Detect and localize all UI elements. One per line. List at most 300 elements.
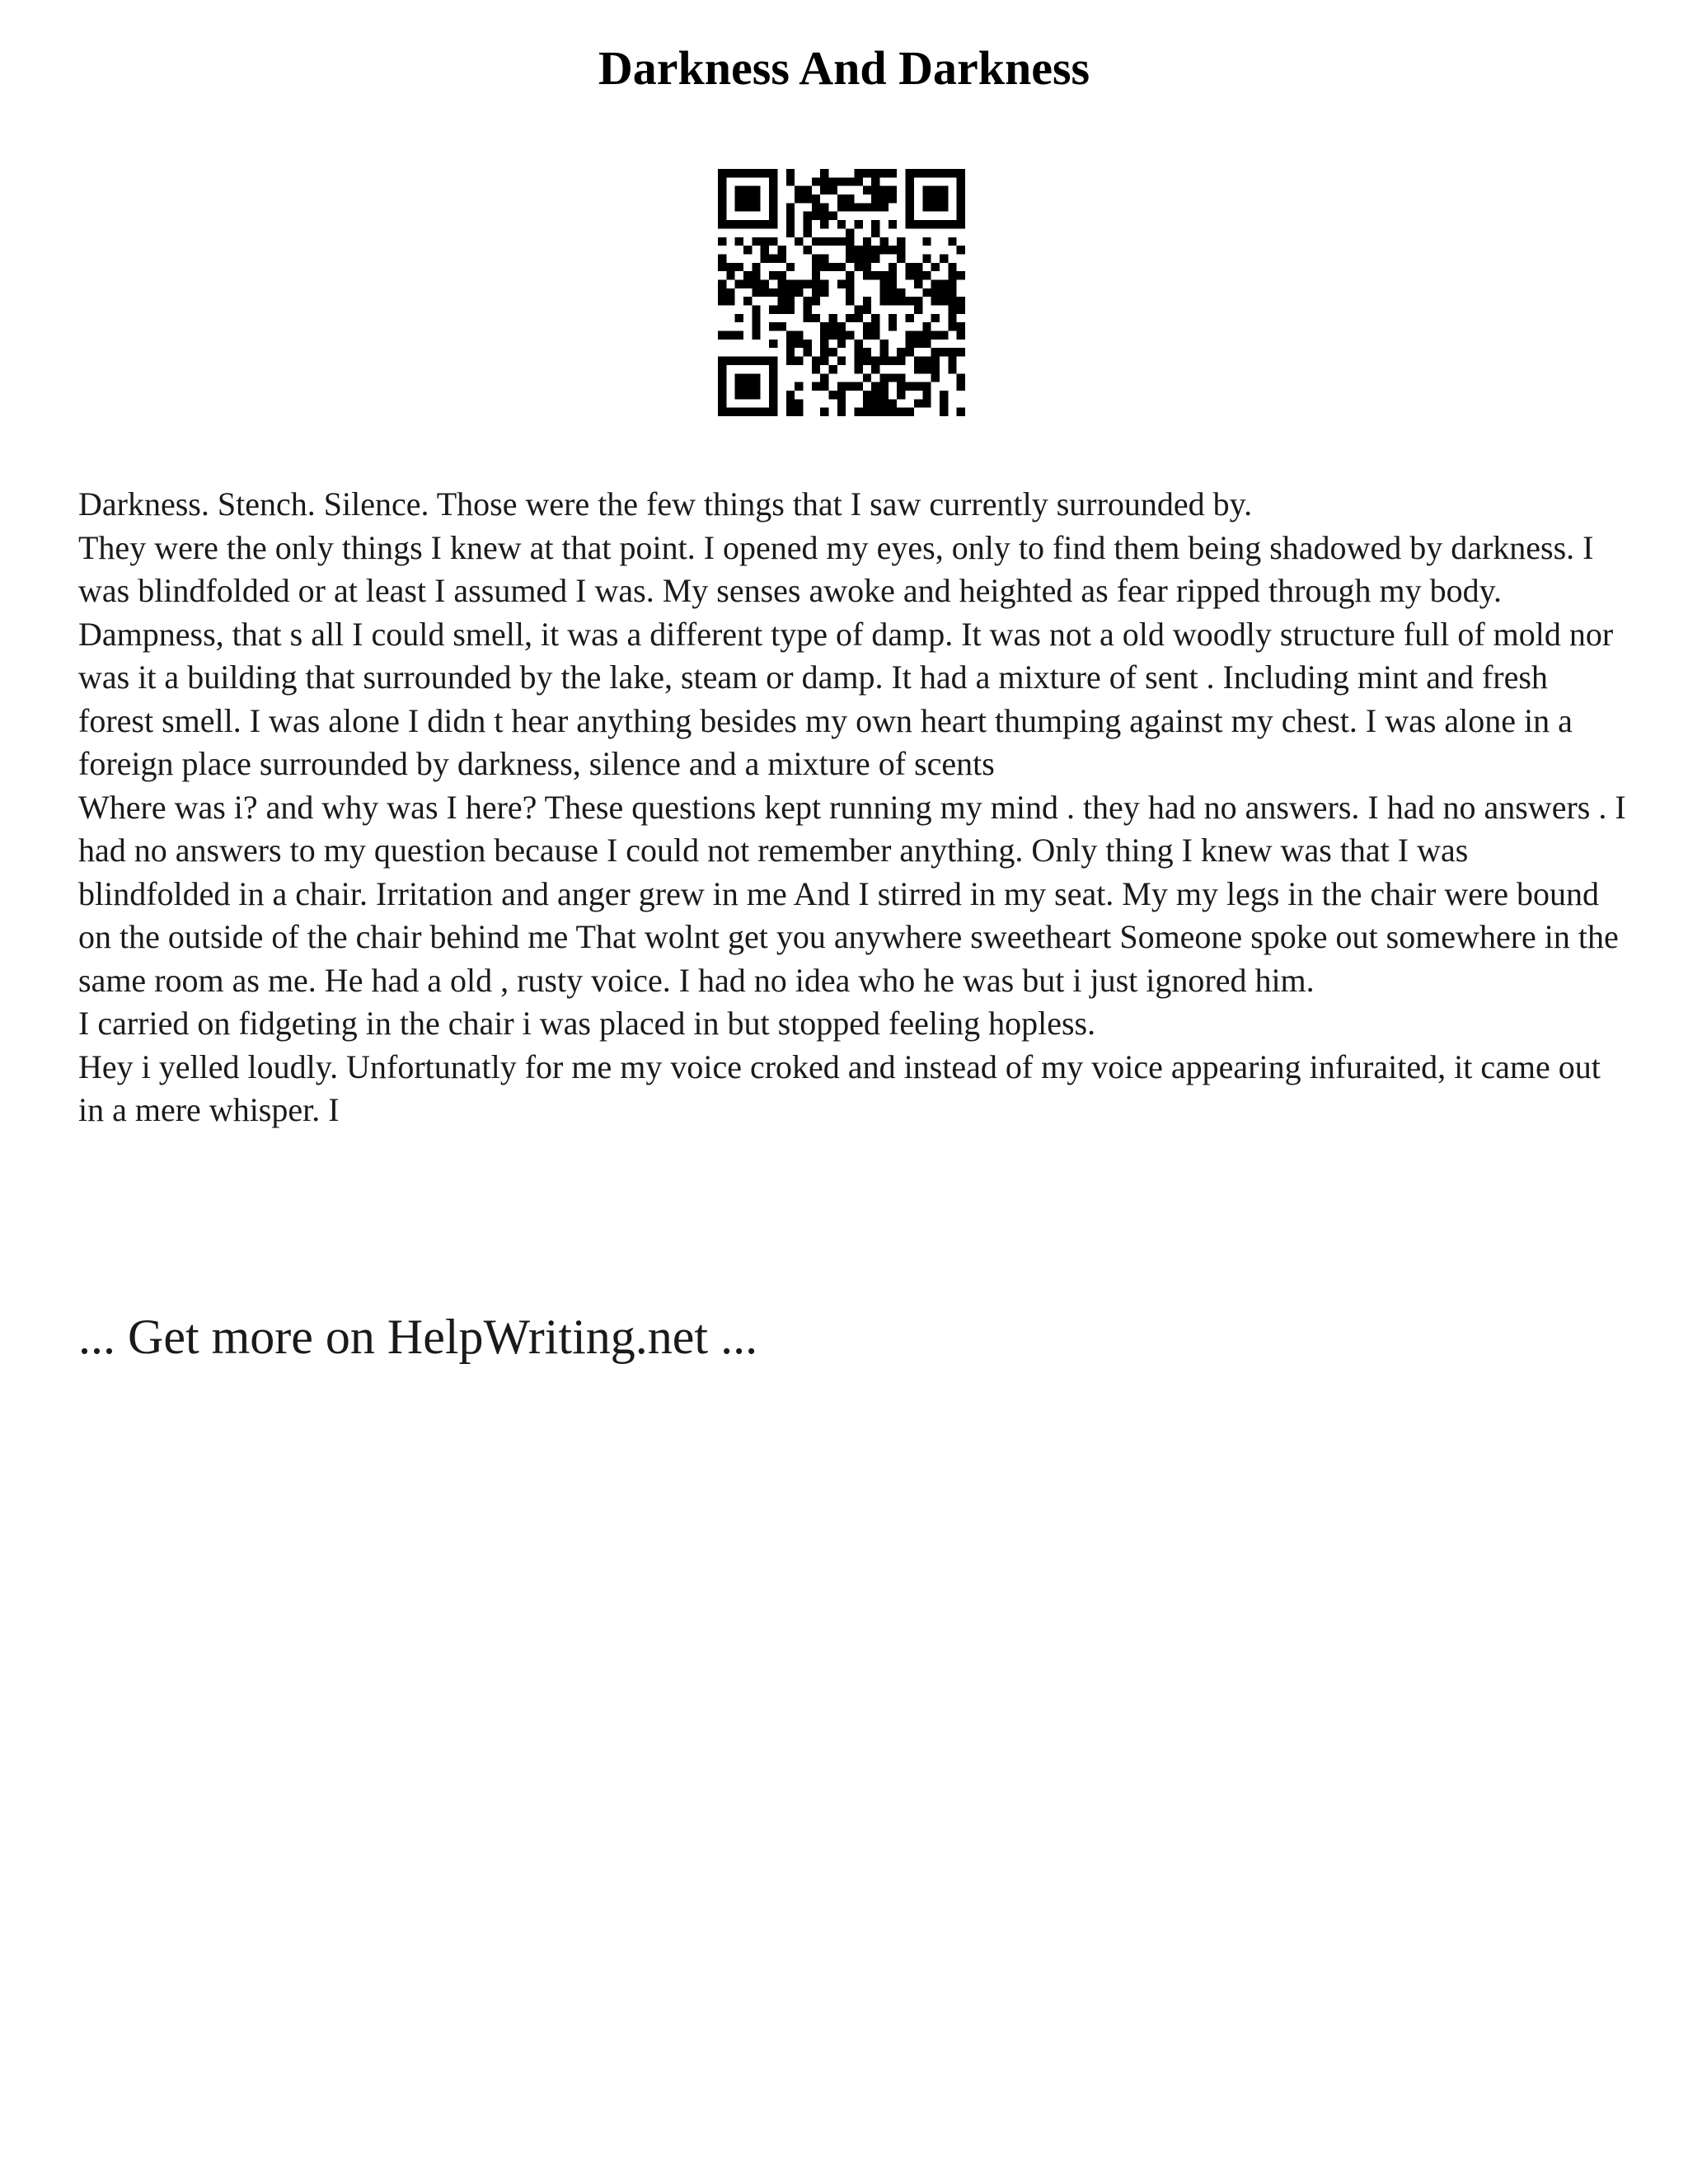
qr-module: [889, 279, 897, 288]
qr-module: [880, 169, 889, 177]
qr-module: [889, 271, 897, 279]
qr-module: [880, 382, 889, 391]
qr-module: [828, 331, 837, 340]
qr-module: [922, 254, 931, 262]
qr-module: [735, 220, 743, 228]
qr-module: [812, 297, 820, 305]
qr-module: [820, 203, 828, 211]
qr-module: [906, 348, 914, 356]
qr-module: [863, 254, 871, 262]
qr-module: [940, 288, 948, 297]
qr-module: [812, 357, 820, 365]
qr-module: [855, 177, 863, 185]
qr-module: [718, 169, 726, 177]
qr-module: [914, 331, 922, 340]
qr-module: [812, 203, 820, 211]
qr-module: [922, 322, 931, 330]
qr-module: [914, 365, 922, 373]
qr-module: [735, 203, 743, 211]
qr-module: [889, 297, 897, 305]
qr-module: [786, 228, 795, 237]
qr-module: [948, 279, 956, 288]
qr-module: [837, 194, 846, 203]
qr-module: [795, 340, 803, 348]
qr-module: [906, 177, 914, 185]
qr-module: [786, 348, 795, 356]
qr-module: [718, 391, 726, 399]
qr-module: [837, 279, 846, 288]
qr-module: [906, 220, 914, 228]
qr-module: [846, 331, 854, 340]
qr-module: [735, 357, 743, 365]
qr-module: [863, 408, 871, 416]
qr-module: [743, 203, 752, 211]
qr-module: [803, 348, 811, 356]
qr-module: [931, 314, 940, 322]
qr-module: [889, 246, 897, 254]
qr-module: [914, 263, 922, 271]
qr-module: [855, 254, 863, 262]
qr-module: [761, 357, 769, 365]
qr-module: [837, 391, 846, 399]
qr-module: [795, 237, 803, 246]
qr-module: [871, 365, 879, 373]
qr-module: [855, 357, 863, 365]
qr-module: [752, 279, 760, 288]
qr-module: [803, 297, 811, 305]
qr-module: [812, 314, 820, 322]
qr-module: [940, 348, 948, 356]
qr-module: [820, 186, 828, 194]
qr-module: [718, 220, 726, 228]
qr-module: [897, 348, 905, 356]
qr-module: [863, 391, 871, 399]
qr-module: [957, 194, 965, 203]
get-more-link[interactable]: ... Get more on HelpWriting.net ...: [78, 1310, 758, 1364]
qr-module: [752, 271, 760, 279]
qr-module: [940, 391, 948, 399]
qr-module: [846, 297, 854, 305]
qr-module: [803, 246, 811, 254]
qr-module: [820, 331, 828, 340]
paragraph: Darkness. Stench. Silence. Those were the few things that I saw currently surrounded by.: [78, 485, 1253, 523]
qr-module: [863, 306, 871, 314]
qr-module: [820, 169, 828, 177]
qr-module: [769, 212, 777, 220]
qr-module: [871, 357, 879, 365]
qr-module: [957, 297, 965, 305]
qr-module: [880, 194, 889, 203]
qr-module: [855, 365, 863, 373]
qr-module: [906, 186, 914, 194]
qr-module: [769, 306, 777, 314]
qr-module: [820, 212, 828, 220]
qr-module: [922, 203, 931, 211]
qr-module: [880, 246, 889, 254]
qr-module: [761, 279, 769, 288]
qr-module: [871, 382, 879, 391]
qr-module: [855, 348, 863, 356]
qr-module: [718, 373, 726, 382]
qr-module: [726, 220, 734, 228]
qr-module: [735, 373, 743, 382]
qr-module: [948, 306, 956, 314]
qr-module: [735, 314, 743, 322]
qr-module: [820, 382, 828, 391]
qr-module: [761, 254, 769, 262]
qr-module: [957, 212, 965, 220]
qr-module: [777, 279, 785, 288]
qr-module: [777, 246, 785, 254]
qr-module: [940, 169, 948, 177]
qr-module: [795, 382, 803, 391]
qr-module: [726, 408, 734, 416]
qr-module: [743, 357, 752, 365]
qr-module: [948, 322, 956, 330]
qr-module: [922, 340, 931, 348]
qr-module: [940, 399, 948, 407]
qr-module: [803, 306, 811, 314]
paragraph: Dampness, that s all I could smell, it was a different type of damp. It was not a old woodly structure full of mold nor was it a building that surrounded by the lake, steam or damp. It had a mixture of sent . Including mint and fresh forest smell. I was alone I didn t hear anything besides my own heart thumping against my chest. I was alone in a foreign place surrounded by darkness, silence and a mixture of scents: [78, 615, 1614, 782]
qr-module: [931, 357, 940, 365]
qr-module: [795, 399, 803, 407]
qr-module: [752, 391, 760, 399]
qr-module: [718, 194, 726, 203]
qr-module: [914, 399, 922, 407]
qr-module: [769, 399, 777, 407]
qr-module: [880, 297, 889, 305]
qr-module: [948, 220, 956, 228]
qr-module: [863, 271, 871, 279]
qr-module: [871, 322, 879, 330]
qr-module: [957, 306, 965, 314]
qr-module: [820, 357, 828, 365]
qr-module: [786, 391, 795, 399]
qr-module: [752, 314, 760, 322]
qr-module: [931, 373, 940, 382]
qr-module: [948, 237, 956, 246]
qr-module: [880, 399, 889, 407]
qr-module: [743, 220, 752, 228]
qr-module: [812, 263, 820, 271]
qr-module: [871, 194, 879, 203]
qr-module: [889, 288, 897, 297]
qr-module: [846, 382, 854, 391]
qr-module: [906, 263, 914, 271]
qr-module: [786, 279, 795, 288]
paragraph: They were the only things I knew at that point. I opened my eyes, only to find them being shadowed by darkness. I was blindfolded or at least I assumed I was. My senses awoke and heighted as fear ripped through my body.: [78, 528, 1594, 609]
qr-module: [906, 331, 914, 340]
qr-module: [837, 357, 846, 365]
qr-module: [940, 194, 948, 203]
qr-module: [846, 246, 854, 254]
qr-module: [871, 271, 879, 279]
qr-module: [828, 263, 837, 271]
qr-module: [803, 220, 811, 228]
qr-module: [846, 279, 854, 288]
qr-module: [786, 340, 795, 348]
qr-module: [889, 263, 897, 271]
qr-module: [769, 340, 777, 348]
qr-module: [837, 382, 846, 391]
qr-module: [880, 408, 889, 416]
qr-module: [940, 220, 948, 228]
qr-module: [880, 348, 889, 356]
qr-module: [803, 340, 811, 348]
qr-module: [828, 177, 837, 185]
qr-module: [922, 220, 931, 228]
qr-module: [837, 263, 846, 271]
qr-module: [752, 331, 760, 340]
qr-module: [922, 399, 931, 407]
qr-module: [880, 391, 889, 399]
qr-module: [948, 297, 956, 305]
qr-module: [828, 186, 837, 194]
qr-module: [828, 365, 837, 373]
qr-module: [812, 254, 820, 262]
qr-module: [855, 382, 863, 391]
qr-module: [889, 399, 897, 407]
qr-module: [863, 373, 871, 382]
qr-module: [948, 263, 956, 271]
qr-module: [769, 186, 777, 194]
qr-module: [735, 408, 743, 416]
qr-module: [948, 348, 956, 356]
qr-module: [795, 194, 803, 203]
qr-module: [846, 194, 854, 203]
qr-module: [828, 212, 837, 220]
qr-module: [786, 331, 795, 340]
qr-module: [922, 288, 931, 297]
qr-module: [735, 263, 743, 271]
qr-module: [914, 297, 922, 305]
qr-module: [906, 194, 914, 203]
qr-module: [897, 297, 905, 305]
qr-module: [820, 177, 828, 185]
qr-module: [889, 322, 897, 330]
qr-module: [931, 263, 940, 271]
qr-module: [931, 331, 940, 340]
qr-module: [752, 322, 760, 330]
qr-module: [752, 306, 760, 314]
qr-module: [828, 391, 837, 399]
qr-module: [922, 194, 931, 203]
qr-module: [837, 203, 846, 211]
qr-module: [726, 357, 734, 365]
qr-module: [863, 246, 871, 254]
qr-module: [752, 186, 760, 194]
qr-module: [726, 271, 734, 279]
qr-module: [752, 382, 760, 391]
qr-module: [871, 169, 879, 177]
qr-module: [769, 254, 777, 262]
qr-module: [795, 357, 803, 365]
qr-module: [855, 408, 863, 416]
qr-module: [889, 186, 897, 194]
qr-module: [940, 203, 948, 211]
qr-module: [786, 288, 795, 297]
qr-module: [718, 408, 726, 416]
qr-module: [786, 297, 795, 305]
qr-module: [863, 263, 871, 271]
qr-module: [914, 382, 922, 391]
qr-module: [957, 186, 965, 194]
qr-module: [871, 220, 879, 228]
qr-module: [718, 263, 726, 271]
qr-module: [828, 322, 837, 330]
qr-module: [786, 177, 795, 185]
qr-module: [855, 169, 863, 177]
qr-module: [718, 399, 726, 407]
qr-module: [803, 186, 811, 194]
qr-module: [743, 194, 752, 203]
qr-module: [846, 254, 854, 262]
qr-module: [914, 357, 922, 365]
qr-module: [820, 237, 828, 246]
qr-module: [735, 279, 743, 288]
qr-module: [761, 220, 769, 228]
qr-module: [769, 357, 777, 365]
qr-module: [940, 254, 948, 262]
qr-module: [957, 246, 965, 254]
qr-module: [863, 237, 871, 246]
qr-module: [906, 203, 914, 211]
qr-module: [743, 391, 752, 399]
qr-module: [769, 194, 777, 203]
qr-module: [803, 279, 811, 288]
qr-code-icon: [718, 169, 965, 416]
qr-module: [863, 169, 871, 177]
qr-module: [769, 288, 777, 297]
qr-module: [769, 203, 777, 211]
qr-module: [769, 169, 777, 177]
qr-module: [922, 331, 931, 340]
qr-module: [735, 391, 743, 399]
qr-module: [931, 297, 940, 305]
qr-module: [940, 279, 948, 288]
qr-module: [752, 169, 760, 177]
qr-module: [812, 288, 820, 297]
qr-module: [889, 314, 897, 322]
qr-module: [948, 357, 956, 365]
qr-module: [837, 237, 846, 246]
qr-module: [761, 288, 769, 297]
qr-module: [855, 306, 863, 314]
qr-module: [718, 297, 726, 305]
qr-module: [871, 331, 879, 340]
qr-module: [957, 408, 965, 416]
qr-module: [871, 177, 879, 185]
qr-module: [889, 194, 897, 203]
qr-module: [855, 263, 863, 271]
qr-module: [769, 408, 777, 416]
qr-module: [752, 288, 760, 297]
qr-module: [726, 169, 734, 177]
qr-module: [922, 186, 931, 194]
qr-module: [718, 331, 726, 340]
qr-module: [837, 408, 846, 416]
qr-module: [803, 194, 811, 203]
qr-module: [846, 314, 854, 322]
qr-module: [820, 288, 828, 297]
qr-module: [948, 271, 956, 279]
qr-module: [906, 382, 914, 391]
qr-module: [863, 297, 871, 305]
qr-module: [820, 322, 828, 330]
qr-module: [871, 254, 879, 262]
qr-module: [752, 373, 760, 382]
qr-module: [786, 212, 795, 220]
qr-module: [795, 279, 803, 288]
qr-module: [820, 348, 828, 356]
qr-module: [735, 194, 743, 203]
qr-module: [897, 237, 905, 246]
qr-module: [922, 169, 931, 177]
qr-module: [820, 340, 828, 348]
paragraph: Where was i? and why was I here? These questions kept running my mind . they had no answers. I had no answers . I had no answers to my question because I could not remember anything. Only thing I knew was that I was blindfolded in a chair. Irritation and anger grew in me And I stirred in my seat. My my legs in the chair were bound on the outside of the chair behind me That wolnt get you anywhere sweetheart Someone spoke out somewhere in the same room as me. He had a old , rusty voice. I had no idea who he was but i just ignored him.: [78, 788, 1626, 999]
qr-module: [863, 203, 871, 211]
qr-module: [812, 365, 820, 373]
qr-module: [718, 177, 726, 185]
qr-module: [752, 220, 760, 228]
qr-module: [871, 228, 879, 237]
qr-module: [922, 391, 931, 399]
qr-module: [863, 348, 871, 356]
qr-module: [769, 220, 777, 228]
qr-module: [837, 340, 846, 348]
qr-module: [897, 288, 905, 297]
qr-module: [880, 288, 889, 297]
qr-module: [726, 288, 734, 297]
qr-module: [828, 348, 837, 356]
qr-module: [948, 314, 956, 322]
qr-module: [922, 382, 931, 391]
qr-module: [752, 237, 760, 246]
qr-module: [957, 203, 965, 211]
qr-module: [718, 365, 726, 373]
qr-module: [948, 169, 956, 177]
qr-module: [871, 314, 879, 322]
qr-module: [897, 246, 905, 254]
qr-module: [777, 254, 785, 262]
qr-module: [863, 322, 871, 330]
qr-module: [889, 357, 897, 365]
qr-module: [769, 373, 777, 382]
qr-module: [871, 246, 879, 254]
qr-module: [914, 271, 922, 279]
qr-module: [880, 271, 889, 279]
qr-module: [931, 169, 940, 177]
qr-module: [769, 271, 777, 279]
qr-module: [889, 408, 897, 416]
qr-module: [743, 297, 752, 305]
qr-module: [812, 194, 820, 203]
qr-module: [718, 186, 726, 194]
qr-module: [837, 331, 846, 340]
qr-module: [889, 220, 897, 228]
qr-module: [863, 357, 871, 365]
qr-module: [837, 322, 846, 330]
qr-module: [820, 263, 828, 271]
qr-module: [718, 254, 726, 262]
qr-module: [743, 279, 752, 288]
qr-module: [743, 382, 752, 391]
qr-module: [769, 177, 777, 185]
qr-module: [812, 279, 820, 288]
qr-module: [914, 279, 922, 288]
paragraph: I carried on fidgeting in the chair i was placed in but stopped feeling hopless.: [78, 1005, 1096, 1042]
qr-module: [777, 322, 785, 330]
